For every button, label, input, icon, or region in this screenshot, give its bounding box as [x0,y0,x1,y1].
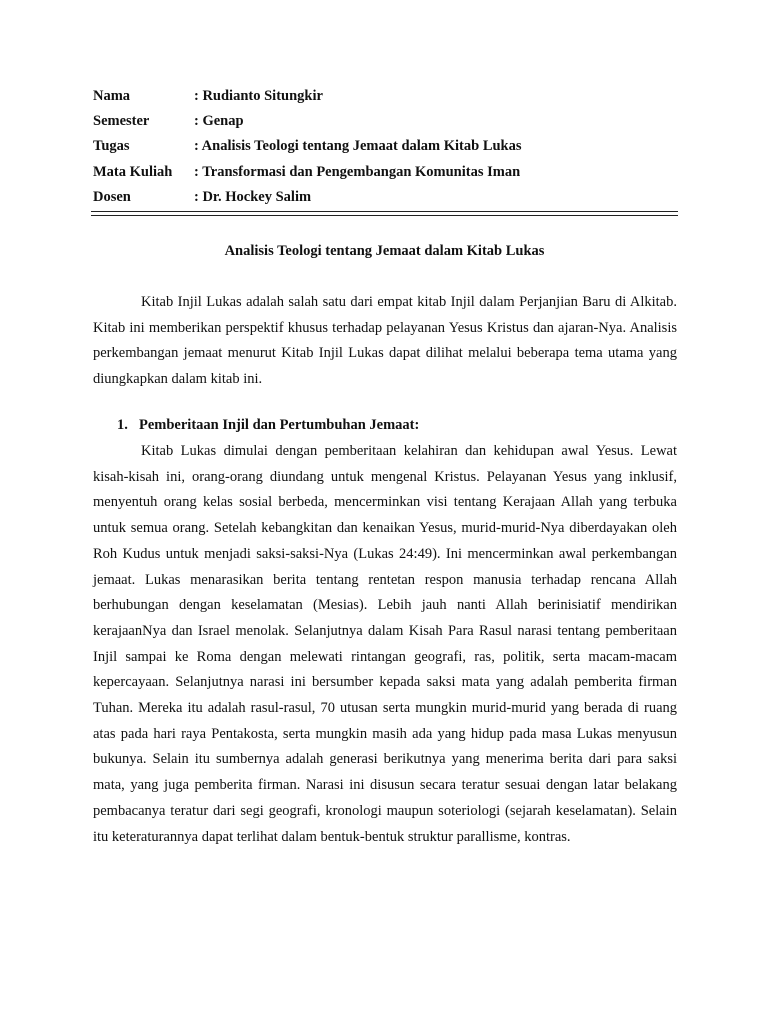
header-row-tugas [93,136,683,161]
header-value: : Transformasi dan Pengembangan Komunitas Iman [194,163,521,180]
header-value: : Genap [194,113,244,130]
header-label: Nama [93,88,131,104]
intro-paragraph: Kitab Injil Lukas adalah salah satu dari empat kitab Injil dalam Perjanjian Baru di Alkitab. Kitab ini memberikan perspektif khusus terhadap pelayanan Yesus Kristus dan ajaran-Nya. Analisis perkembangan jemaat menurut Kitab Injil Lukas dapat dilihat melalui beberapa tema utama yang diungkapkan dalam kitab ini. [93,294,677,388]
header-value: : Dr. Hockey Salim [194,188,312,205]
header-row-nama [93,86,683,111]
header-value: : Analisis Teologi tentang Jemaat dalam Kitab Lukas [194,138,522,155]
section-body-paragraph: Kitab Lukas dimulai dengan pemberitaan kelahiran dan kehidupan awal Yesus. Lewat kisah-kisah ini, orang-orang diundang untuk mengenal Kristus. Pelayanan Yesus yang inklusif, menyentuh orang kelas sosial berbeda, mencerminkan visi tentang Kerajaan Allah yang terbuka untuk semua orang. Setelah kebangkitan dan kenaikan Yesus, murid-murid-Nya diberdayakan oleh Roh Kudus untuk menjadi saksi-saksi-Nya (Lukas 24:49). Ini mencerminkan awal perkembangan jemaat. Lukas menarasikan berita tentang rentetan respon manusia terhadap rencana Allah berhubungan dengan keselamatan (Mesias). Lebih jauh nanti Allah berinisiatif mendirikan kerajaanNya dan Israel menolak. Selanjutnya dalam Kisah Para Rasul narasi tentang pemberitaan Injil sampai ke Roma dengan melewati rintangan geografi, ras, politik, serta macam-macam kepercayaan. Selanjutnya narasi ini bersumber kepada saksi mata yang adalah pemberita firman Tuhan. Mereka itu adalah rasul-rasul, 70 utusan serta mungkin murid-murid yang berada di ruang atas pada hari raya Pentakosta, serta mungkin masih ada yang hidup pada masa Lukas menyusun bukunya. Selain itu sumbernya adalah generasi berikutnya yang menerima berita dari para saksi mata, yang juga pemberita firman. Narasi ini disusun secara teratur sesuai dengan latar belakang pembacanya teratur dari segi geografi, kronologi maupun soteriologi (sejarah keselamatan). Selain itu keteraturannya dapat terlihat dalam bentuk-bentuk struktur parallisme, kontras. [93,443,677,845]
header-label: Mata Kuliah [93,163,173,180]
header-label: Dosen [93,188,131,205]
header-row-dosen [93,187,683,212]
section-heading-text: Pemberitaan Injil dan Pertumbuhan Jemaat: [139,417,420,433]
header-label: Semester [93,113,150,130]
header-divider-top [91,211,678,212]
header-value: : Rudianto Situngkir [194,88,323,104]
header-divider-bottom [91,215,678,216]
header-row-mata-kuliah [93,162,683,187]
section-heading [117,414,419,436]
header-label: Tugas [93,138,130,155]
student-info-header [93,86,683,212]
document-title: Analisis Teologi tentang Jemaat dalam Kitab Lukas [224,243,545,259]
header-row-semester [93,111,683,136]
section-number: 1. [117,417,128,433]
